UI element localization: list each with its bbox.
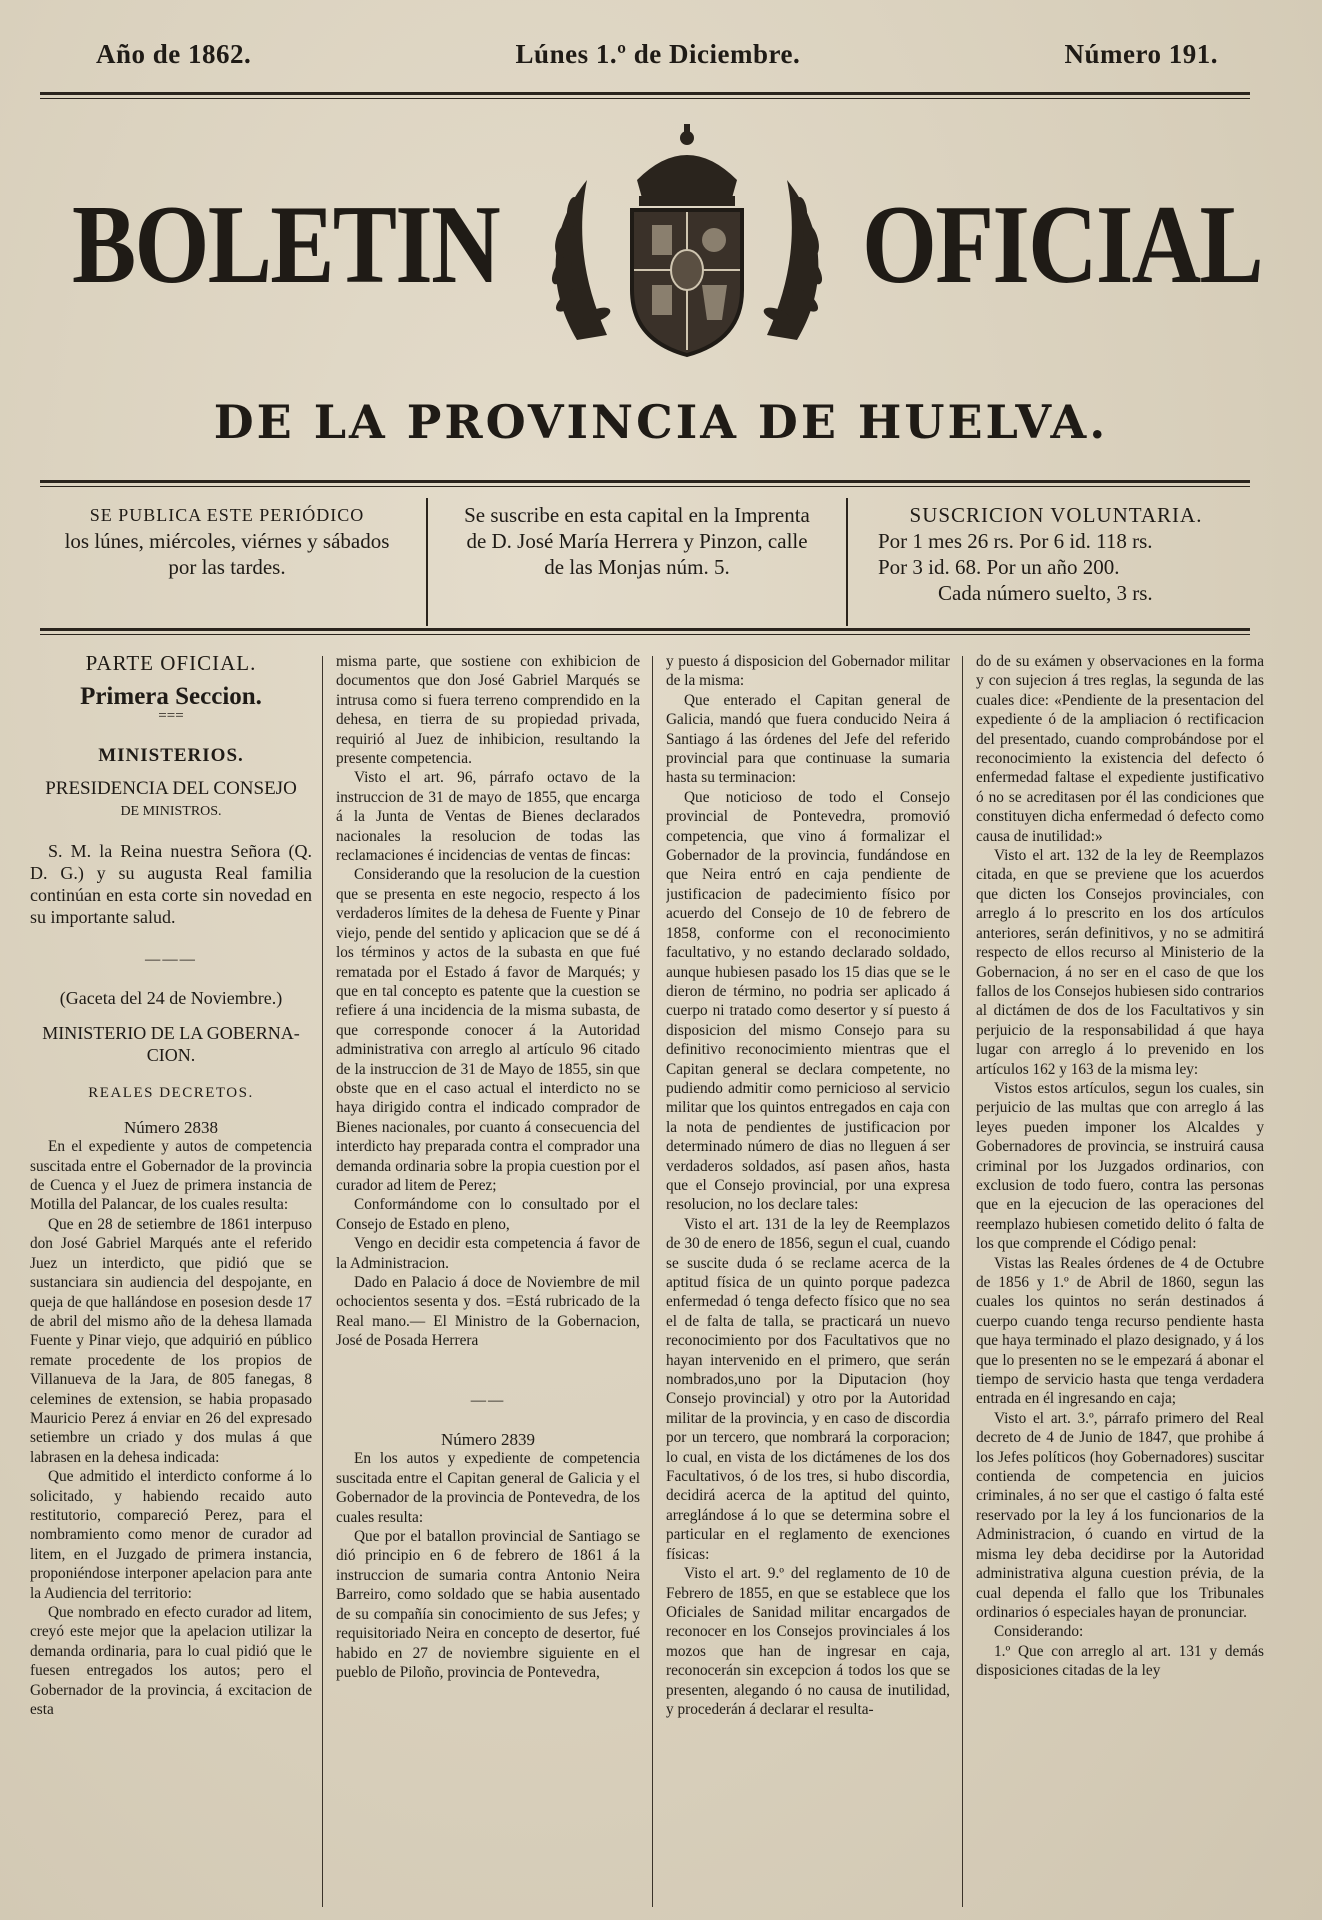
paragraph: do de su exámen y observaciones en la forma y con sujecion á tres reglas, la segunda de las cuales dice: «Pendiente de la presentacion del expediente ó de la ampliacion ó rectificacion del presentado, cuando comprobándose por el reconocimiento la existencia del defecto ó enfermedad faltase el expediente justificativo ó no se acreditasen por él las condiciones que constituyen dicha enfermedad ó defecto como causa de inutilidad:» xyxy=(976,653,1264,845)
paragraph: Visto el art. 3.º, párrafo primero del Real decreto de 4 de Junio de 1847, que prohibe á los Jefes políticos (hoy Gobernadores) suscitar contienda de competencia en juicios criminales, á no ser que el castigo ó falta esté reservado por la ley á los funcionarios de la Administracion, ó cuando en virtud de la misma ley deba decidirse por la Autoridad administrativa alguna cuestion prévia, de la cual dependa el fallo que los Tribunales ordinarios ó especiales hayan de pronunciar. xyxy=(976,1409,1264,1621)
paragraph: y puesto á disposicion del Gobernador militar de la misma: xyxy=(666,653,950,690)
paragraph: Que en 28 de setiembre de 1861 interpuso don José Gabriel Marqués ante el referido Juez un interdicto, que pidió que se sustanciara sin audiencia del despojante, en queja de que hallándose en posesion desde 17 de abril del mismo año de la dehesa llamada Fuente y Pinar viejo, que adquirió en público remate procedente de los propios de Villanueva de la Jara, de 805 fanegas, 8 celemines de extension, se habia propasado Mauricio Perez á enviar en 26 del expresado setiembre un criado y dos mulas á que labrasen en la dehesa indicada: xyxy=(30,1215,312,1466)
publication-line: SE PUBLICA ESTE PERIÓDICO xyxy=(89,505,365,525)
decree-number: Número 2838 xyxy=(124,1117,218,1137)
ministries-heading: MINISTERIOS. xyxy=(98,745,244,767)
paragraph: Vistas las Reales órdenes de 4 de Octubre de 1856 y 1.º de Abril de 1860, segun las cuales los quintos no serán destinados á cuerpo cuando tenga recurso pendiente hasta que haya terminado el plazo designado, y á los que lo presenten no se le empezará á abonar el tiempo de servicio hasta que tenga verdadera entrada en él ingresando en caja; xyxy=(976,1254,1264,1408)
top-rule xyxy=(40,92,1250,95)
paragraph: S. M. la Reina nuestra Señora (Q. D. G.) y su augusta Real familia continúan en esta corte sin novedad en su importante salud. xyxy=(30,840,312,927)
text-column-3 xyxy=(666,652,950,1917)
paragraph: Visto el art. 9.º del reglamento de 10 de Febrero de 1855, en que se establece que los Oficiales de Sanidad militar encargados de reconocer en los Consejos provinciales á los mozos que han de ingresar en caja, reconocerán sin excepcion á todos los que se presenten, alegando ó no causa de inutilidad, y procederán á declarar el resulta- xyxy=(666,1565,950,1718)
paragraph: Dado en Palacio á doce de Noviembre de mil ochocientos sesenta y dos. =Está rubricado de la Real mano.— El Ministro de la Gobernacion, José de Posada Herrera xyxy=(336,1274,640,1350)
column-divider xyxy=(652,656,653,1907)
paragraph: Que enterado el Capitan general de Galicia, mandó que fuera conducido Neira á Santiago á las órdenes del Jefe del referido provincial para que continuase la sumaria hasta su terminacion: xyxy=(666,691,950,787)
separator: —— xyxy=(470,1391,506,1409)
paragraph: Que por el batallon provincial de Santiago se dió principio en 6 de febrero de 1861 á la instruccion de sumaria contra Antonio Neira Barreiro, como soldado que se habia ausentado de su compañía sin conocimiento de sus Jefes; y requisitoriado Neira en concepto de desertor, fué habido en 27 de noviembre siguiente en el pueblo de Piloño, provincia de Pontevedra, xyxy=(336,1528,640,1681)
section-heading: PARTE OFICIAL. xyxy=(85,652,257,675)
price-line: Por 1 mes 26 rs. Por 6 id. 118 rs. xyxy=(878,529,1153,553)
masthead xyxy=(72,150,1263,350)
decree-number: Número 2839 xyxy=(441,1430,535,1450)
text-column-1 xyxy=(30,652,312,1917)
decrees-heading: REALES DECRETOS. xyxy=(88,1085,254,1102)
ministry-heading: MINISTERIO DE LA GOBERNA-CION. xyxy=(42,1023,300,1066)
paragraph: Que noticioso de todo el Consejo provincial de Pontevedra, promovió competencia, que vino á formalizar el Gobernador de la provincia, fundándose en que Neira entró en caja pendiente de justificacion de padecimiento físico por acuerdo del Consejo de 10 de febrero de 1858, conforme con el reconocimiento facultativo, y no estando declarado soldado, aunque hubiesen pasado los 15 dias que se le dieron de término, no podria ser aplicado á cuerpo ni tratado como desertor y sí puesto á disposicion del mismo Consejo para su definitivo reconocimiento mientras que el Capitan general se declara competente, no pudiendo admitir como pernicioso al servicio militar que los quintos entregados en caja con la nota de pendientes de justificacion por determinado número de dias no lleguen á ser verdaderos soldados, así pasen años, hasta que el Consejo provincial, por una expresa resolucion, no los declare tales: xyxy=(666,788,950,1214)
paragraph: Visto el art. 131 de la ley de Reemplazos de 30 de enero de 1856, segun el cual, cuando se suscite duda ó se reclame acerca de la aptitud física de un quinto porque padezca enfermedad ó tenga defecto físico que no sea el de falta de talla, se practicará un nuevo reconocimiento por dos Facultativos que no hayan intervenido en el primero, que serán nombrados,uno por la Diputacion (hoy Consejo provincial) y otro por la Autoridad militar de la provincia, y en caso de discordia por un tercero, que nombrará la corporacion; lo cual, en vista de los dictámenes de los dos Facultativos, ó de los tres, si hubo discordia, decidirá acerca de la aptitud del quinto, arreglándose á lo que se determina sobre el particular en el reglamento de exenciones físicas: xyxy=(666,1215,950,1563)
issue-year: Año de 1862. xyxy=(96,38,252,69)
text-column-4 xyxy=(976,652,1264,1917)
masthead-subtitle: DE LA PROVINCIA DE HUELVA. xyxy=(213,395,1109,449)
text-column-2 xyxy=(336,652,640,1917)
info-top-rule xyxy=(40,480,1250,483)
publication-line: los lúnes, miércoles, viérnes y sábados xyxy=(64,529,390,553)
issue-number: Número 191. xyxy=(1064,38,1218,69)
masthead-title-left: BOLETIN xyxy=(72,183,499,307)
prices-heading: SUSCRICION VOLUNTARIA. xyxy=(909,503,1203,527)
column-divider xyxy=(962,656,963,1907)
presidency-heading xyxy=(30,778,312,822)
paragraph: Que admitido el interdicto conforme á lo solicitado, y habiendo recaido auto restitutorio, compareció Perez, para el nombramiento como menor de curador ad litem, en el Juzgado de primera instancia, proponiéndose interponer apelacion para ante la Audiencia del territorio: xyxy=(30,1468,312,1602)
body-columns xyxy=(30,652,1268,1917)
issue-line xyxy=(96,34,1218,74)
price-line: Cada número suelto, 3 rs. xyxy=(938,581,1153,605)
publication-line: por las tardes. xyxy=(168,555,286,579)
paragraph: Considerando: xyxy=(994,1623,1084,1641)
price-line: Por 3 id. 68. Por un año 200. xyxy=(878,555,1120,579)
paragraph: Visto el art. 132 de la ley de Reemplazos citada, en que se previene que los acuerdos que dicten los Consejos provinciales, con arreglo á lo prescrito en los dos artículos anteriores, serán definitivos, y no se admitirá respecto de ellos recurso al Ministerio de la Gobernacion, á no ser en el caso de que los fallos de los Consejos hubiesen sido contrarios al dictámen de dos de los Facultativos y sin perjuicio de la responsabilidad á que haya lugar con arreglo á lo prevenido en los artículos 162 y 163 de la misma ley: xyxy=(976,847,1264,1078)
info-bottom-rule xyxy=(40,628,1250,631)
subscription-band xyxy=(28,498,1244,626)
paragraph: Que nombrado en efecto curador ad litem, creyó este mejor que la apelacion utilizar la demanda ordinaria, para lo cual pidió que le fuesen entregados los autos; pero el Gobernador de la provincia, á excitacion de esta xyxy=(30,1604,312,1719)
paragraph: Vistos estos artículos, segun los cuales, sin perjuicio de las multas que con arreglo á las leyes pueden imponer los Alcaldes y Gobernadores de provincia, se instruirá causa criminal por los Juzgados ordinarios, con exclusion de todo fuero, contra las personas que en la ejecucion de las operaciones del reemplazo hubiesen cometido delito ó falta de los que comprende el Código penal: xyxy=(976,1079,1264,1253)
address-line: Se suscribe en esta capital en la Imprenta xyxy=(464,503,810,527)
issue-date: Lúnes 1.º de Diciembre. xyxy=(515,38,801,69)
ornament: === xyxy=(158,707,184,724)
paragraph: Visto el art. 96, párrafo octavo de la instruccion de 31 de mayo de 1855, que encarga á la Junta de Ventas de Bienes declarados nacionales la resolucion de todas las reclamaciones é incidencias de ventas de fincas: xyxy=(336,769,640,865)
address-line: de las Monjas núm. 5. xyxy=(544,555,730,579)
address-line: de D. José María Herrera y Pinzon, calle xyxy=(466,529,808,553)
paragraph: En los autos y expediente de competencia suscitada entre el Capitan general de Galicia y el Gobernador de la provincia de Pontevedra, de los cuales resulta: xyxy=(336,1450,640,1526)
presidency-line: PRESIDENCIA DEL CONSEJO xyxy=(45,777,297,799)
publication-days xyxy=(28,498,428,626)
paragraph: Conformándome con lo consultado por el Consejo de Estado en pleno, xyxy=(336,1196,640,1233)
paragraph: misma parte, que sostiene con exhibicion de documentos que don José Gabriel Marqués se intrusa como si fuera terreno comprendido en la dehesa, en tierra de su propiedad privada, requirió al Juez de inhibicion, resultando la presente competencia. xyxy=(336,653,640,768)
separator: ——— xyxy=(145,950,197,968)
coat-of-arms-icon xyxy=(507,120,867,360)
paragraph: 1.º Que con arreglo al art. 131 y demás disposiciones citadas de la ley xyxy=(976,1642,1264,1680)
section-subheading: Primera Seccion. xyxy=(80,683,262,711)
presidency-line: DE MINISTROS. xyxy=(120,803,222,819)
paragraph: En el expediente y autos de competencia suscitada entre el Gobernador de la provincia de Cuenca y el Juez de primera instancia de Motilla del Palancar, de los cuales resulta: xyxy=(30,1138,312,1214)
subscription-prices xyxy=(848,498,1244,626)
masthead-title-right: OFICIAL xyxy=(862,183,1263,307)
paragraph: Vengo en decidir esta competencia á favor de la Administracion. xyxy=(336,1235,640,1272)
column-divider xyxy=(322,656,323,1907)
gazette-note: (Gaceta del 24 de Noviembre.) xyxy=(59,988,283,1009)
paragraph: Considerando que la resolucion de la cuestion que se presenta en este negocio, respecto á los verdaderos límites de la dehesa de Fuente y Pinar viejo, pende del sentido y aplicacion que se dé á los términos y actos de la subasta en que fué rematada por el Estado á favor de Marqués; y que en tal concepto es patente que la cuestion se refiere á una incidencia de la misma subasta, de que corresponde conocer á la Autoridad administrativa con arreglo al artículo 96 citado de la instruccion de 31 de Mayo de 1855, sin que obste que en el caso actual el interdicto no se haya dirigido contra el indicado comprador de Bienes nacionales, por cuanto á consecuencia del interdicto hay preparada contra el comprador una demanda ordinaria sobre la propia cuestion por el curador ad litem de Perez; xyxy=(336,866,640,1194)
subscription-address xyxy=(428,498,848,626)
